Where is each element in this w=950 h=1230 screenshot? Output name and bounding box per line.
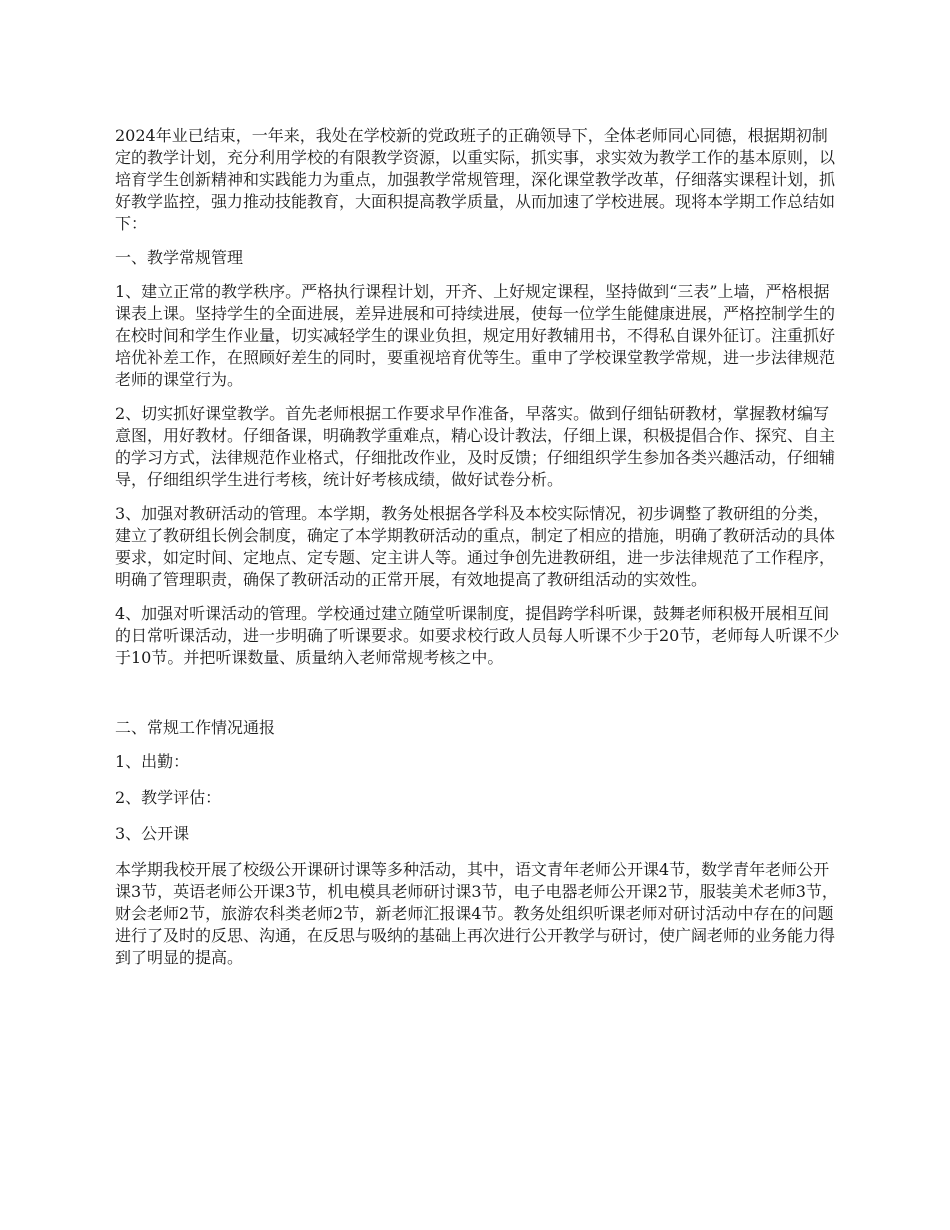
- list-item-open-class: 3、公开课: [115, 824, 190, 843]
- paragraph-classroom-teaching: 2、切实抓好课堂教学。首先老师根据工作要求早作准备，早落实。做到仔细钻研教材，掌握教材编写意图，用好教材。仔细备课，明确教学重难点，精心设计教法，仔细上课，积极提倡合作、探究、自主的学习方式，法律规范作业格式，仔细批改作业，及时反馈；仔细组织学生参加各类兴趣活动，仔细辅导，仔细组织学生进行考核，统计好考核成绩，做好试卷分析。: [115, 404, 836, 489]
- section-heading-work-report: 二、常规工作情况通报: [115, 718, 276, 737]
- paragraph-lesson-observation: 4、加强对听课活动的管理。学校通过建立随堂听课制度，提倡跨学科听课，鼓舞老师积极开展相互间的日常听课活动，进一步明确了听课要求。如要求校行政人员每人听课不少于20节，老师每人听课不少于10节。并把听课数量、质量纳入老师常规考核之中。: [115, 604, 840, 667]
- list-item-teaching-evaluation: 2、教学评估：: [115, 788, 222, 807]
- section-spacer: [115, 681, 840, 717]
- section-heading-routine-management: 一、教学常规管理: [115, 248, 244, 267]
- paragraph-teaching-order: 1、建立正常的教学秩序。严格执行课程计划，开齐、上好规定课程，坚持做到“三表”上墙，严格根据课表上课。坚持学生的全面进展，差异进展和可持续进展，使每一位学生能健康进展，严格控制学生的在校时间和学生作业量，切实减轻学生的课业负担，规定用好教辅用书，不得私自课外征订。注重抓好培优补差工作，在照顾好差生的同时，要重视培育优等生。重申了学校课堂教学常规，进一步法律规范老师的课堂行为。: [115, 282, 836, 389]
- intro-paragraph: 2024年业已结束，一年来，我处在学校新的党政班子的正确领导下，全体老师同心同德，根据期初制定的教学计划，充分利用学校的有限教学资源，以重实际，抓实事，求实效为教学工作的基本原则，以培育学生创新精神和实践能力为重点，加强教学常规管理，深化课堂教学改革，仔细落实课程计划，抓好教学监控，强力推动技能教育，大面积提高教学质量，从而加速了学校进展。现将本学期工作总结如下：: [115, 126, 836, 233]
- paragraph-open-class-summary: 本学期我校开展了校级公开课研讨课等多种活动，其中，语文青年老师公开课4节，数学青年老师公开课3节，英语老师公开课3节，机电模具老师研讨课3节，电子电器老师公开课2节，服装美术老师3节，财会老师2节，旅游农科类老师2节，新老师汇报课4节。教务处组织听课老师对研讨活动中存在的问题进行了及时的反思、沟通，在反思与吸纳的基础上再次进行公开教学与研讨，使广阔老师的业务能力得到了明显的提高。: [115, 860, 838, 967]
- document-body: [115, 125, 840, 981]
- list-item-attendance: 1、出勤：: [115, 752, 190, 771]
- paragraph-teaching-research: 3、加强对教研活动的管理。本学期，教务处根据各学科及本校实际情况，初步调整了教研组的分类，建立了教研组长例会制度，确定了本学期教研活动的重点，制定了相应的措施，明确了教研活动的具体要求，如定时间、定地点、定专题、定主讲人等。通过争创先进教研组，进一步法律规范了工作程序，明确了管理职责，确保了教研活动的正常开展，有效地提高了教研组活动的实效性。: [115, 504, 836, 589]
